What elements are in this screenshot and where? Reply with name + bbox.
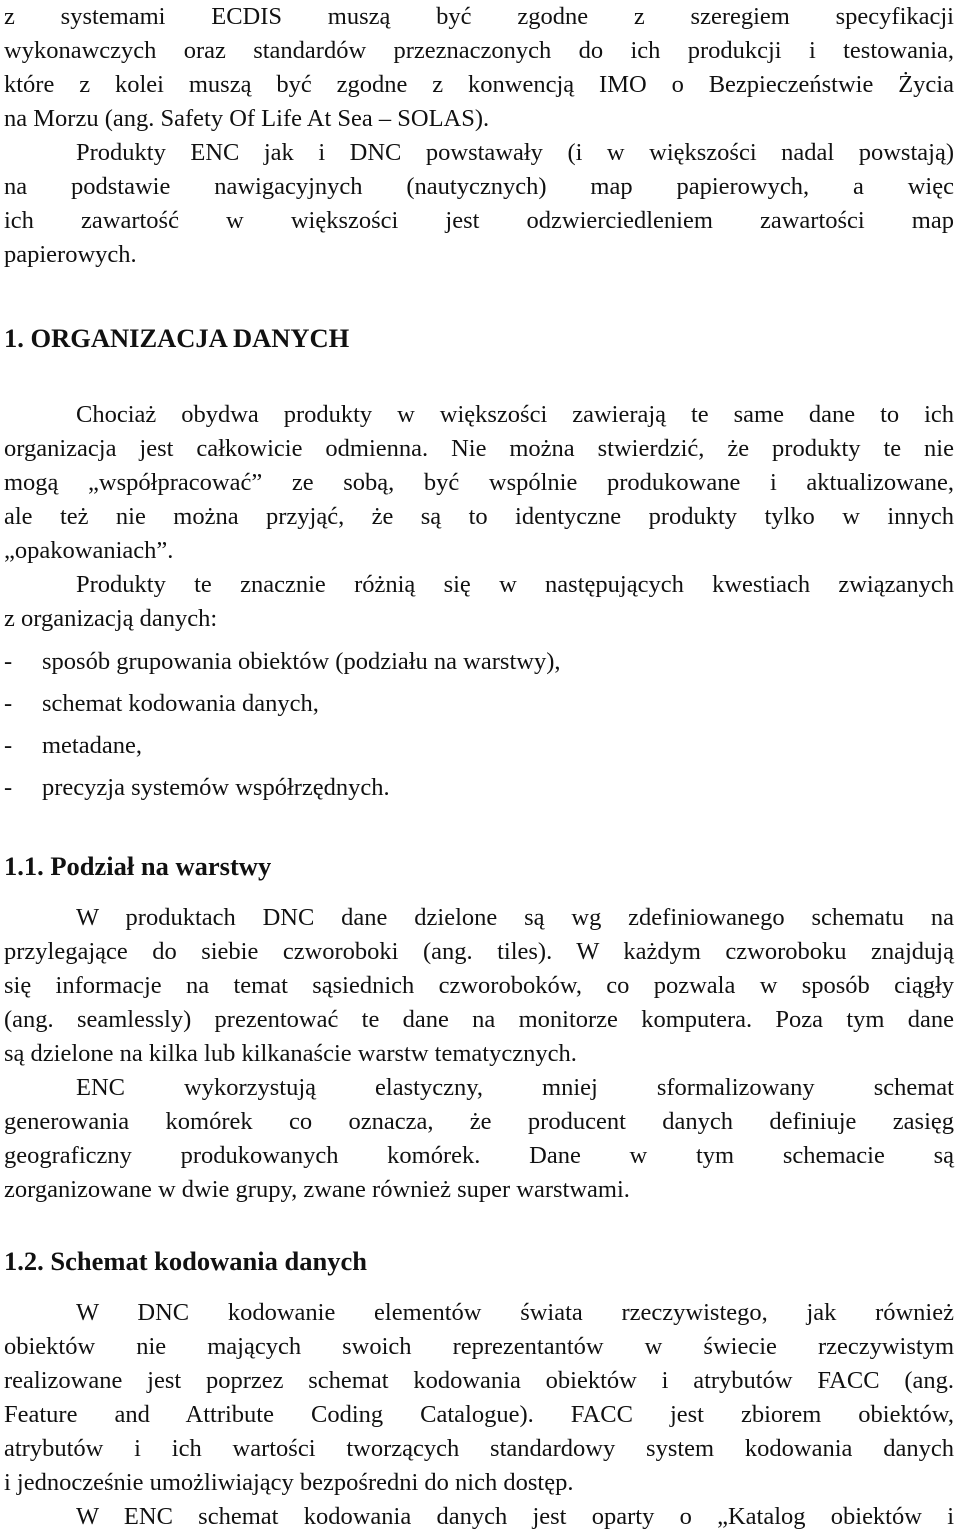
text-line: W DNC kodowanie elementów świata rzeczywistego, jak również <box>76 1299 954 1326</box>
list-item <box>4 771 954 805</box>
text-line: Chociaż obydwa produkty w większości zawierają te same dane to ich <box>76 401 954 428</box>
text-line: się informacje na temat sąsiednich czworoboków, co pozwala w sposób ciągły <box>4 972 954 999</box>
text-line: obiektów nie mających swoich reprezentantów w świecie rzeczywistym <box>4 1333 954 1360</box>
section11-paragraph-1 <box>4 901 954 1071</box>
text-line: Produkty te znacznie różnią się w następujących kwestiach związanych <box>76 571 954 598</box>
subsection-heading: 1.1. Podział na warstwy <box>4 851 272 881</box>
text-line: i jednocześnie umożliwiający bezpośredni do nich dostęp. <box>4 1469 574 1496</box>
text-line: zorganizowane w dwie grupy, zwane również super warstwami. <box>4 1176 630 1203</box>
subsection-heading: 1.2. Schemat kodowania danych <box>4 1246 367 1276</box>
intro-paragraph <box>4 0 954 272</box>
list-item <box>4 687 954 721</box>
list-item-text: metadane, <box>42 732 142 759</box>
list-item <box>4 729 954 763</box>
text-line: Produkty ENC jak i DNC powstawały (i w większości nadal powstają) <box>76 139 954 166</box>
list-item <box>4 645 954 679</box>
text-line: realizowane jest poprzez schemat kodowania obiektów i atrybutów FACC (ang. <box>4 1367 954 1394</box>
section12-paragraph-2 <box>4 1500 954 1534</box>
text-line: papierowych. <box>4 241 137 268</box>
list-marker: - <box>4 648 13 675</box>
text-line: które z kolei muszą być zgodne z konwencją IMO o Bezpieczeństwie Życia <box>4 71 954 98</box>
text-line: Feature and Attribute Coding Catalogue). FACC jest zbiorem obiektów, <box>4 1401 954 1428</box>
text-line: wykonawczych oraz standardów przeznaczonych do ich produkcji i testowania, <box>4 37 954 64</box>
text-line: W produktach DNC dane dzielone są wg zdefiniowanego schematu na <box>76 904 954 931</box>
list-item-text: sposób grupowania obiektów (podziału na warstwy), <box>42 648 561 675</box>
text-line: ENC wykorzystują elastyczny, mniej sformalizowany schemat <box>76 1074 954 1101</box>
text-line: geograficzny produkowanych komórek. Dane w tym schemacie są <box>4 1142 954 1169</box>
text-line: ale też nie można przyjąć, że są to identyczne produkty tylko w innych <box>4 503 954 530</box>
text-line: są dzielone na kilka lub kilkanaście warstw tematycznych. <box>4 1040 577 1067</box>
section11-paragraph-2 <box>4 1071 954 1207</box>
list-item-text: schemat kodowania danych, <box>42 690 319 717</box>
section-heading: 1. ORGANIZACJA DANYCH <box>4 323 350 353</box>
text-line: przylegające do siebie czworoboki (ang. tiles). W każdym czworoboku znajdują <box>4 938 954 965</box>
text-line: na Morzu (ang. Safety Of Life At Sea – SOLAS). <box>4 105 490 132</box>
section12-paragraph-1 <box>4 1296 954 1500</box>
text-line: ich zawartość w większości jest odzwierciedleniem zawartości map <box>4 207 954 234</box>
text-line: mogą „współpracować” ze sobą, być wspólnie produkowane i aktualizowane, <box>4 469 954 496</box>
text-line: atrybutów i ich wartości tworzących standardowy system kodowania danych <box>4 1435 954 1462</box>
text-line: (ang. seamlessly) prezentować te dane na monitorze komputera. Poza tym dane <box>4 1006 954 1033</box>
section1-paragraph-1 <box>4 398 954 568</box>
text-line: organizacja jest całkowicie odmienna. Nie można stwierdzić, że produkty te nie <box>4 435 954 462</box>
list-marker: - <box>4 774 13 801</box>
text-line: generowania komórek co oznacza, że producent danych definiuje zasięg <box>4 1108 954 1135</box>
text-line: z systemami ECDIS muszą być zgodne z szeregiem specyfikacji <box>4 3 954 30</box>
list-marker: - <box>4 732 13 759</box>
list-item-text: precyzja systemów współrzędnych. <box>42 774 390 801</box>
section1-paragraph-2 <box>4 568 954 636</box>
text-line: „opakowaniach”. <box>4 537 174 564</box>
list-marker: - <box>4 690 13 717</box>
text-line: W ENC schemat kodowania danych jest oparty o „Katalog obiektów i <box>76 1503 954 1530</box>
text-line: z organizacją danych: <box>4 605 218 632</box>
text-line: na podstawie nawigacyjnych (nautycznych) map papierowych, a więc <box>4 173 954 200</box>
